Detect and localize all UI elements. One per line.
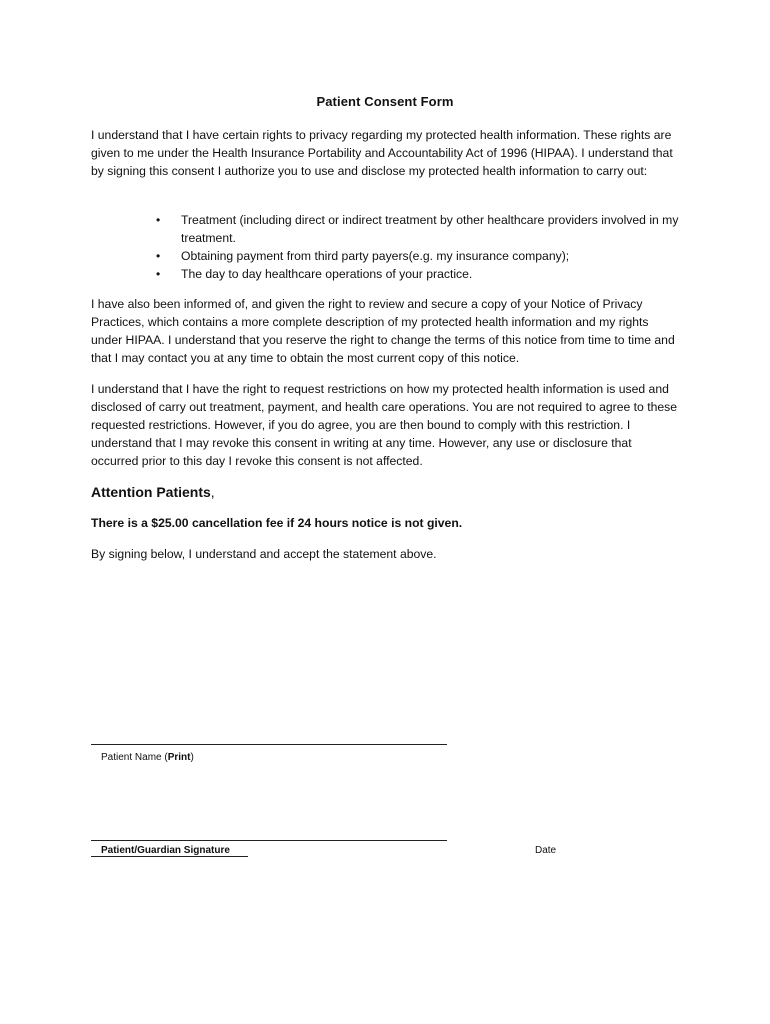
print-label: Print <box>167 752 191 763</box>
attention-label: Attention Patients <box>91 484 211 500</box>
guardian-signature-label: Patient/Guardian Signature <box>91 845 248 857</box>
restrictions-paragraph: I understand that I have the right to request restrictions on how my protected health information is used and disclosed of carry out treatment, payment, and health care operations. You are not required to agree to these requested restrictions. However, if you do agree, you are then bound to comply with this restriction. I understand that I may revoke this consent in writing at any time. However, any use or disclosure that occurred prior to this day I revoke this consent is not affected. <box>91 382 678 468</box>
privacy-rights-paragraph: I understand that I have certain rights to privacy regarding my protected health information. These rights are given to me under the Health Insurance Portability and Accountability Act of 1996 (HIPAA). I understand that by signing this consent I authorize you to use and disclose my protected health information to carry out: <box>91 128 673 178</box>
notice-of-privacy-paragraph: I have also been informed of, and given the right to review and secure a copy of your Notice of Privacy Practices, which contains a more complete description of my protected health information and my rights under HIPAA. I understand that you reserve the right to change the terms of this notice from time to time and that I may contact you at any time to obtain the most current copy of this notice. <box>91 297 675 365</box>
patient-name-line[interactable] <box>91 744 447 745</box>
signing-acknowledgement: By signing below, I understand and accept the statement above. <box>91 547 437 561</box>
attention-comma: , <box>210 484 215 500</box>
list-item-text: The day to day healthcare operations of your practice. <box>181 267 473 281</box>
bullet-icon: • <box>156 249 161 263</box>
list-item-text: Obtaining payment from third party payers(e.g. my insurance company); <box>181 249 570 263</box>
form-title: Patient Consent Form <box>316 94 454 109</box>
cancellation-fee-notice: There is a $25.00 cancellation fee if 24 hours notice is not given. <box>91 516 463 530</box>
list-item-treatment <box>150 211 680 247</box>
date-label: Date <box>535 845 557 856</box>
signature-line[interactable] <box>91 840 447 841</box>
list-item-text: Treatment (including direct or indirect treatment by other healthcare providers involved in my treatment. <box>181 213 679 245</box>
patient-name-label: Patient Name ( <box>101 752 168 763</box>
patient-name-close: ) <box>190 752 194 763</box>
bullet-icon: • <box>156 213 161 227</box>
bullet-icon: • <box>156 267 161 281</box>
list-item-operations <box>150 265 680 283</box>
attention-heading <box>91 484 215 500</box>
authorization-list <box>150 211 680 283</box>
list-item-payment <box>150 247 680 265</box>
patient-name-caption <box>101 752 194 763</box>
